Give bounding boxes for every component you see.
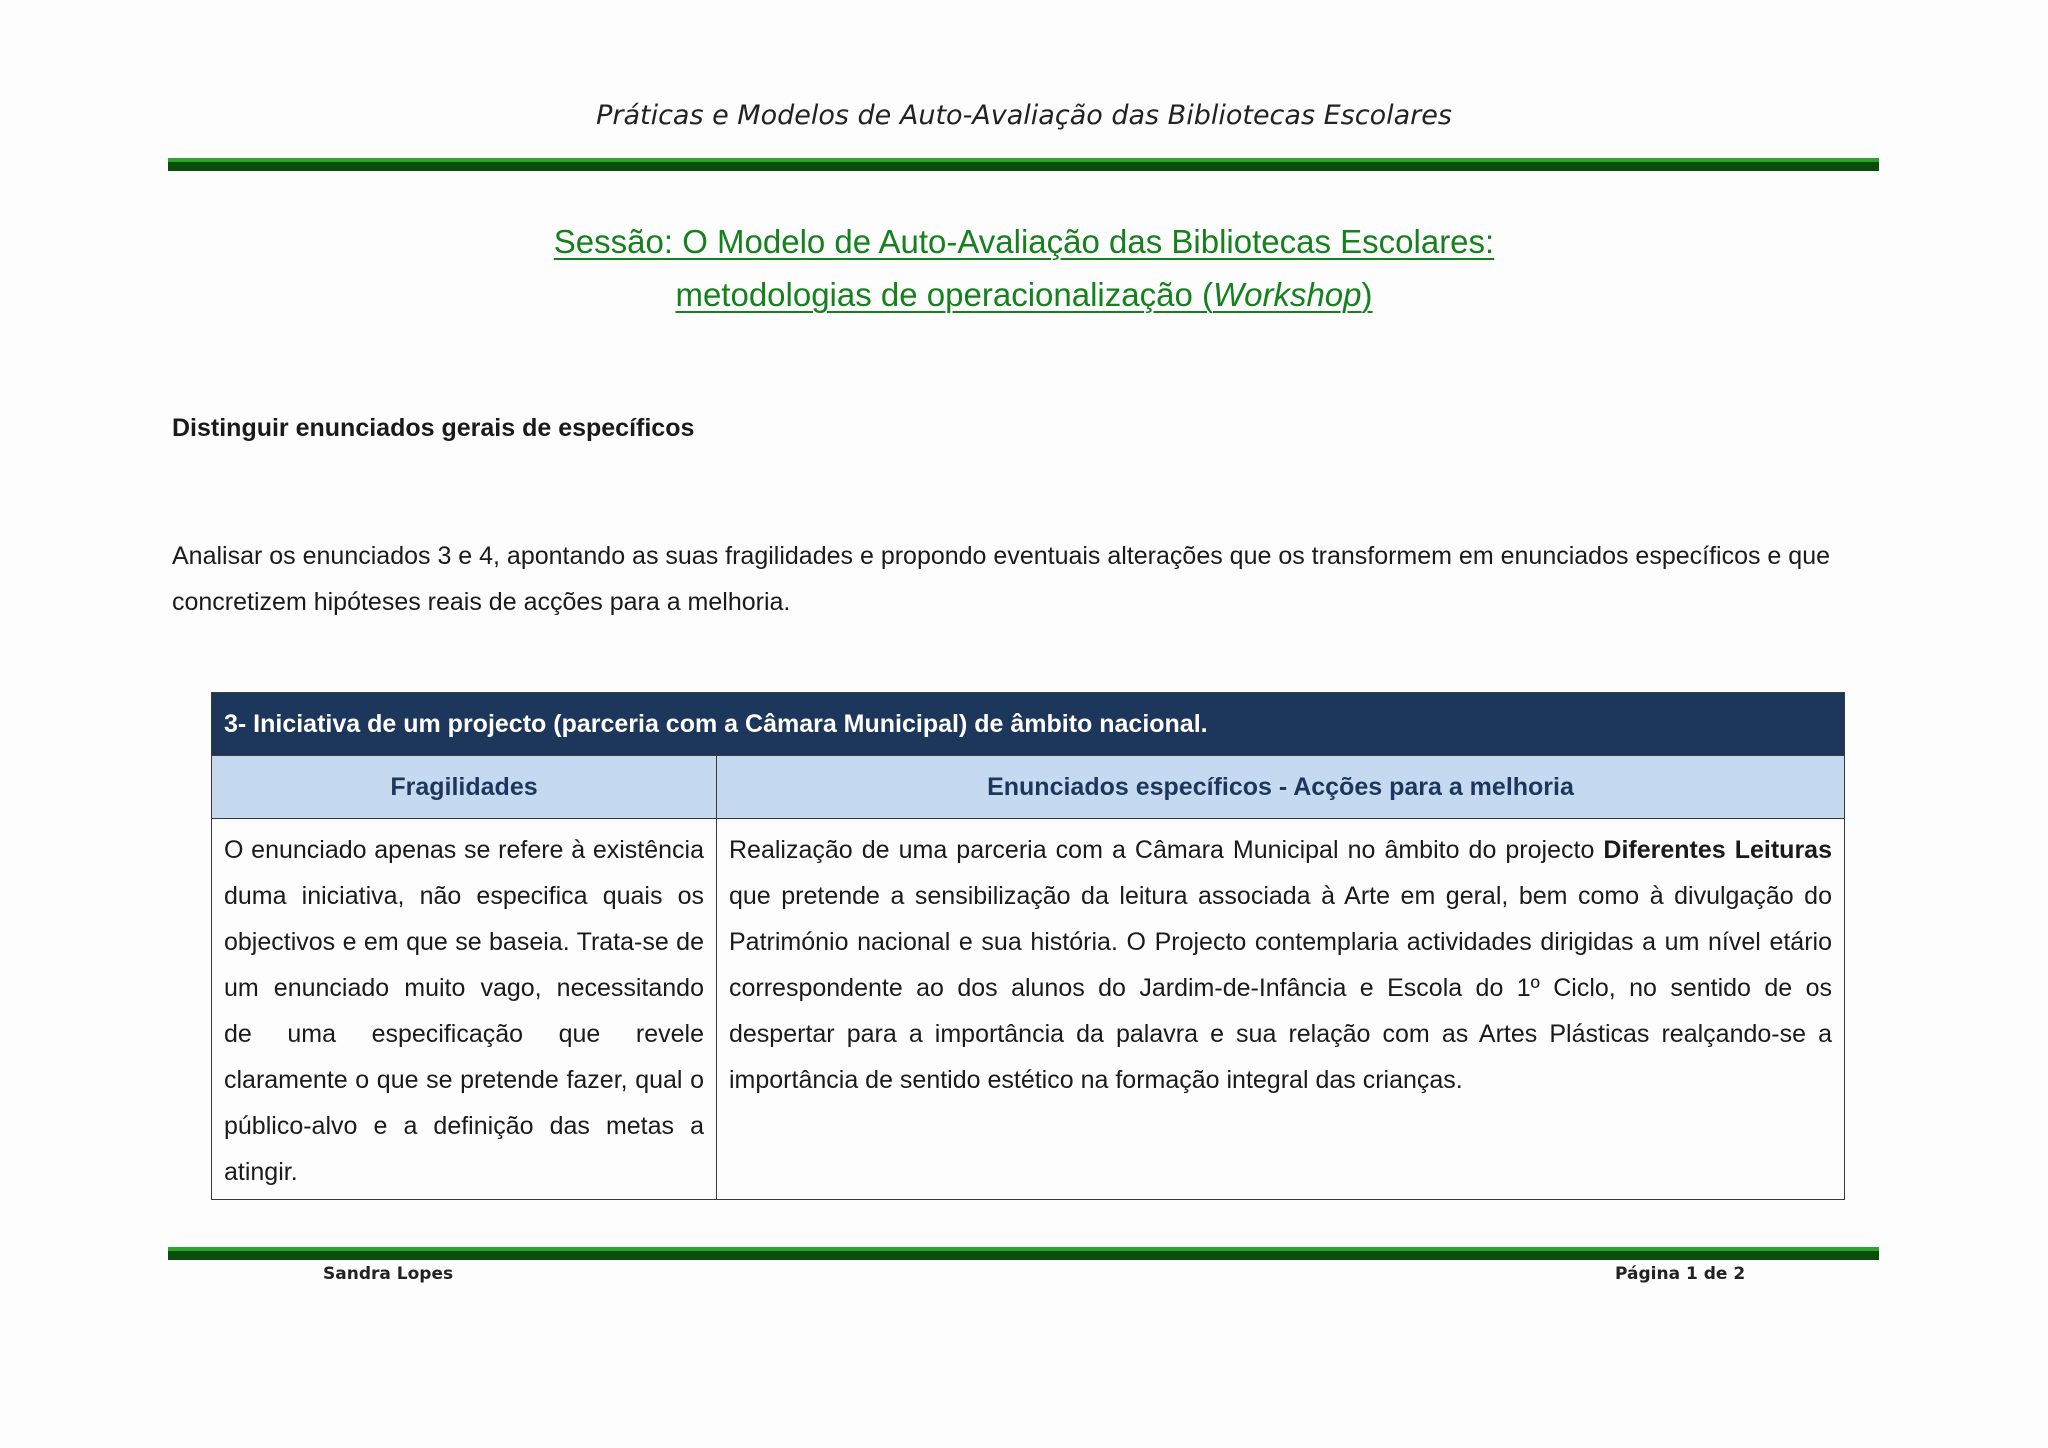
fragilidades-cell: O enunciado apenas se refere à existência duma iniciativa, não especifica quais os objectivos e em que se baseia. Trata-se de um enunciado muito vago, necessitando de uma especificação que revele claramente o que se pretende fazer, qual o público-alvo e a definição das metas a atingir. xyxy=(212,819,717,1200)
session-title-workshop: Workshop xyxy=(1212,276,1362,313)
session-title-line1: Sessão: O Modelo de Auto-Avaliação das Bibliotecas Escolares: xyxy=(553,223,1495,260)
table-title: 3- Iniciativa de um projecto (parceria com a Câmara Municipal) de âmbito nacional. xyxy=(212,693,1845,756)
running-header: Práticas e Modelos de Auto-Avaliação das Bibliotecas Escolares xyxy=(596,100,1452,131)
session-title-line2 xyxy=(0,276,2048,314)
column-header-fragilidades: Fragilidades xyxy=(212,756,717,819)
instructions-paragraph: Analisar os enunciados 3 e 4, apontando as suas fragilidades e propondo eventuais alterações que os transformem em enunciados específicos e que concretizem hipóteses reais de acções para a melhoria. xyxy=(172,542,1830,616)
footer-author: Sandra Lopes xyxy=(323,1264,454,1284)
table-title-row xyxy=(212,693,1845,756)
accoes-cell xyxy=(717,819,1845,1200)
section-heading: Distinguir enunciados gerais de específicos xyxy=(172,414,695,442)
header-rule xyxy=(168,158,1879,171)
task-table xyxy=(211,692,1845,1200)
accoes-text-part2: que pretende a sensibilização da leitura associada à Arte em geral, bem como à divulgação do Património nacional e sua história. O Projecto contemplaria actividades dirigidas a um nível etário correspondente ao dos alunos do Jardim-de-Infância e Escola do 1º Ciclo, no sentido de os despertar para a importância da palavra e sua relação com as Artes Plásticas realçando-se a importância de sentido estético na formação integral das crianças. xyxy=(729,882,1832,1094)
footer-rule xyxy=(168,1247,1879,1260)
project-name: Diferentes Leituras xyxy=(1603,836,1832,864)
session-title-line2-close: ) xyxy=(1361,276,1373,313)
column-header-row xyxy=(212,756,1845,819)
table-row xyxy=(212,819,1845,1200)
session-title-line2-text: metodologias de operacionalização ( xyxy=(675,276,1213,313)
footer-page-number: Página 1 de 2 xyxy=(1615,1264,1746,1284)
accoes-text-part1: Realização de uma parceria com a Câmara Municipal no âmbito do projecto xyxy=(729,836,1604,864)
column-header-accoes: Enunciados específicos - Acções para a melhoria xyxy=(717,756,1845,819)
